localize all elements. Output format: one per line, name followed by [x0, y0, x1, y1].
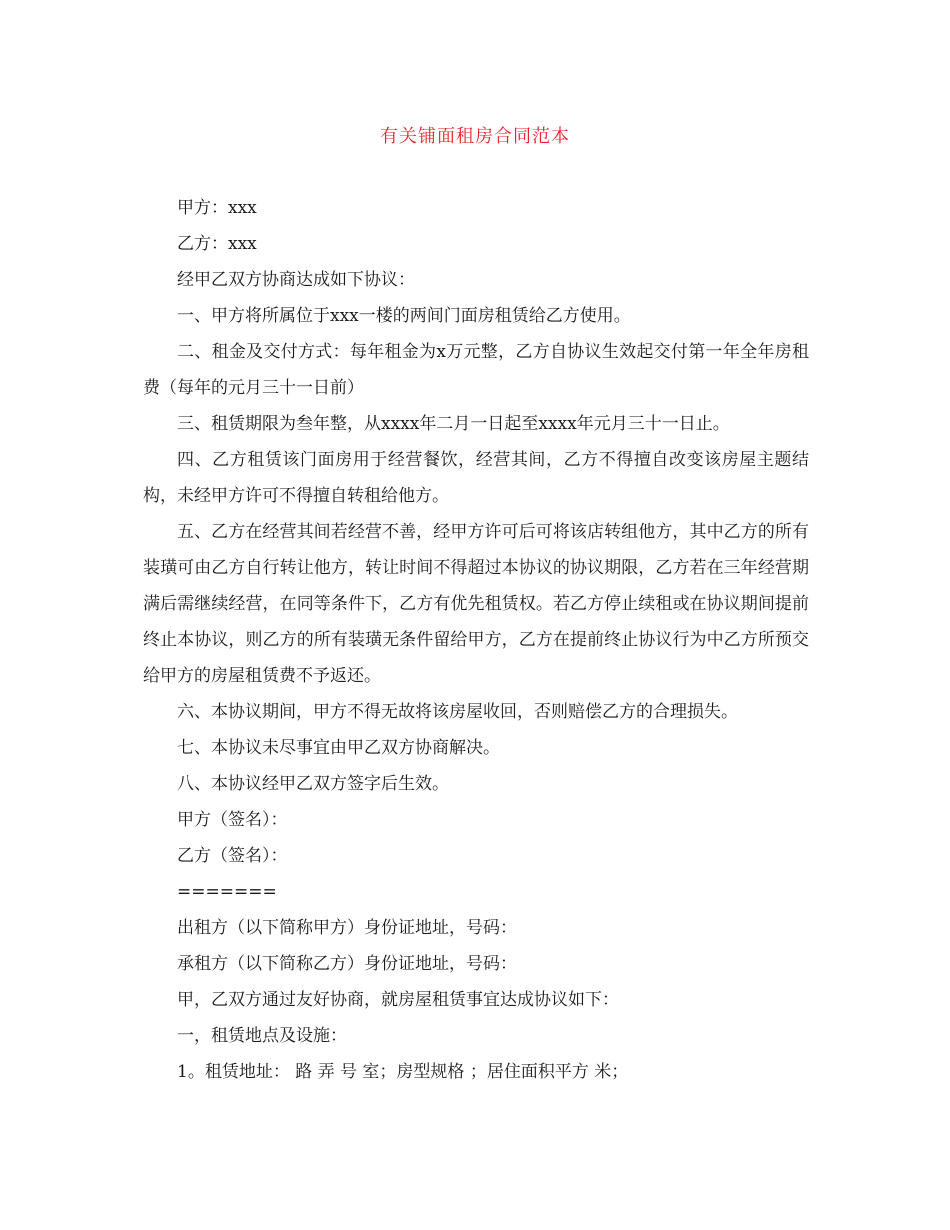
lessee-line: 承租方（以下简称乙方）身份证地址，号码： [177, 954, 517, 974]
party-b-signature: 乙方（签名）： [177, 846, 288, 866]
clause-6: 六、本协议期间，甲方不得无故将该房屋收回，否则赔偿乙方的合理损失。 [177, 702, 738, 722]
clause-7: 七、本协议未尽事宜由甲乙双方协商解决。 [177, 738, 500, 758]
party-b-line: 乙方：xxx [177, 234, 257, 254]
document-body [143, 190, 809, 1090]
document-title: 有关铺面租房合同范本 [380, 126, 570, 147]
agreement-intro: 经甲乙双方协商达成如下协议： [177, 270, 415, 290]
clause-5: 五、乙方在经营其间若经营不善，经甲方许可后可将该店转组他方，其中乙方的所有装璜可由乙方自行转让他方，转让时间不得超过本协议的协议期限，乙方若在三年经营期满后需继续经营，在同等条件下，乙方有优先租赁权。若乙方停止续租或在协议期间提前终止本协议，则乙方的所有装璜无条件留给甲方，乙方在提前终止协议行为中乙方所预交给甲方的房屋租赁费不予返还。 [143, 522, 809, 686]
party-a-line: 甲方：xxx [177, 198, 257, 218]
clause-2: 二、租金及交付方式：每年租金为x万元整，乙方自协议生效起交付第一年全年房租费（每年的元月三十一日前） [143, 342, 809, 398]
section-1-item-1: 1。租赁地址： 路 弄 号 室；房型规格 ；居住面积平方 米； [177, 1062, 629, 1082]
clause-1: 一、甲方将所属位于xxx一楼的两间门面房租赁给乙方使用。 [177, 306, 631, 326]
clause-3: 三、租赁期限为叁年整，从xxxx年二月一日起至xxxx年元月三十一日止。 [177, 414, 730, 434]
clause-4: 四、乙方租赁该门面房用于经营餐饮，经营其间，乙方不得擅自改变该房屋主题结构，未经甲方许可不得擅自转租给他方。 [143, 450, 809, 506]
lessor-line: 出租方（以下简称甲方）身份证地址，号码： [177, 918, 517, 938]
section-separator: ======= [177, 882, 277, 902]
clause-8: 八、本协议经甲乙双方签字后生效。 [177, 774, 449, 794]
second-agreement-intro: 甲，乙双方通过友好协商，就房屋租赁事宜达成协议如下： [177, 990, 619, 1010]
party-a-signature: 甲方（签名）： [177, 810, 288, 830]
section-1-heading: 一，租赁地点及设施： [177, 1026, 347, 1046]
